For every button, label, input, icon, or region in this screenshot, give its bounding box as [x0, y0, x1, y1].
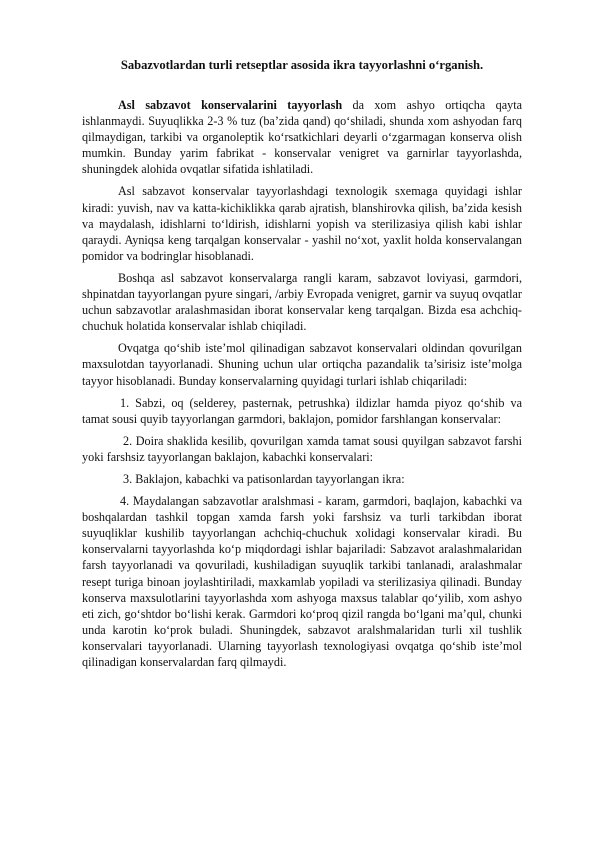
paragraph-3: Boshqa asl sabzavot konservalarga rangli karam, sabzavot loviyasi, garmdori, shpinatdan tayyorlangan pyure singari, /arbiy Evropada venigret, garnir va suyuq ovqatlar uchun sabzavotlar aralashmasidan iborat konservalar keng tarqalgan. Bizda esa achchiq-chuchuk holatida konservalar ishlab chiqiladi.: [82, 270, 522, 334]
document-body: [82, 97, 522, 676]
list-item-4: 4. Maydalangan sabzavotlar aralshmasi - karam, garmdori, baqlajon, kabachki va boshqalardan tashkil topgan xamda farsh yoki farshsiz va turli tarkibdan iborat suyuqliklar kushilib tayyorlangan achchiq-chuchuk xolidagi konservalar kiradi. Bu konservalarni tayyorlashda ko‘p miqdordagi ishlar bajariladi: Sabzavot aralashmalaridan farsh tayyorlanadi va qovuriladi, kushiladigan suyuqlik tarkibi tanlanadi, aralashmalar resept turiga binoan joylashtiriladi, maxkamlab yopiladi va sterilizasiya qilinadi. Bunday konserva maxsulotlarini tayyorlashda xom ashyoga maxsus talablar qo‘yilib, xom ashyo eti zich, go‘shtdor bo‘lishi kerak. Garmdori ko‘proq qizil rangda bo‘lgani ma’qul, chunki unda karotin ko‘prok buladi. Shuningdek, sabzavot aralshmalaridan turli xil tushlik konservalari tayyorlanadi. Ularning tayyorlash texnologiyasi ovqatga qo‘shib iste’mol qilinadigan konservalardan farq qilmaydi.: [82, 494, 522, 669]
list-item-2: 2. Doira shaklida kesilib, qovurilgan xamda tamat sousi quyilgan sabzavot farshi yoki farshsiz tayyorlangan baklajon, kabachki konservalari:: [82, 433, 522, 464]
paragraph-1-lead: Asl sabzavot konservalarini tayyorlash: [118, 98, 343, 112]
paragraph-2: Asl sabzavot konservalar tayyorlashdagi texnologik sxemaga quyidagi ishlar kiradi: yuvish, nav va katta-kichiklikka qarab ajratish, blanshirovka qilish, ba’zida kesish va maydalash, idishlarni to‘ldirish, idishlarni yopish va sterilizasiya qilish kabi ishlar qaraydi. Ayniqsa keng tarqalgan konservalar - yashil no‘xot, yaxlit holda konservalangan pomidor va bodringlar hisoblanadi.: [82, 184, 522, 263]
list-item-3: 3. Baklajon, kabachki va patisonlardan tayyorlangan ikra:: [123, 471, 405, 486]
paragraph-4: Ovqatga qo‘shib iste’mol qilinadigan sabzavot konservalari oldindan qovurilgan maxsulotdan tayyorlanadi. Shuning uchun ular ortiqcha pazandalik ta’sirisiz iste’molga tayyor hisoblanadi. Bunday konservalarning quyidagi turlari ishlab chiqariladi:: [82, 341, 522, 388]
list-item-1: 1. Sabzi, oq (selderey, pasternak, petrushka) ildizlar hamda piyoz qo‘shib va tamat sousi quyib tayyorlangan garmdori, baklajon, pomidor farshlangan konservalar:: [82, 395, 522, 426]
paragraph-1: [82, 97, 522, 177]
document-title: Sabazvotlardan turli retseptlar asosida ikra tayyorlashni o‘rganish.: [120, 58, 484, 72]
paragraph-1-text: da xom ashyo ortiqcha qayta ishlanmaydi. Suyuqlikka 2-3 % tuz (ba’zida qand) qo‘shiladi, shunda xom ashyodan farq qilmaydigan, tarkibi va organoleptik ko‘rsatkichlari deyarli o‘zgarmagan konserva olish mumkin. Bunday yarim fabrikat - konservalar venigret va garnirlar tayyorlashda, shuningdek alohida ovqatlar sifatida ishlatiladi.: [82, 98, 522, 177]
